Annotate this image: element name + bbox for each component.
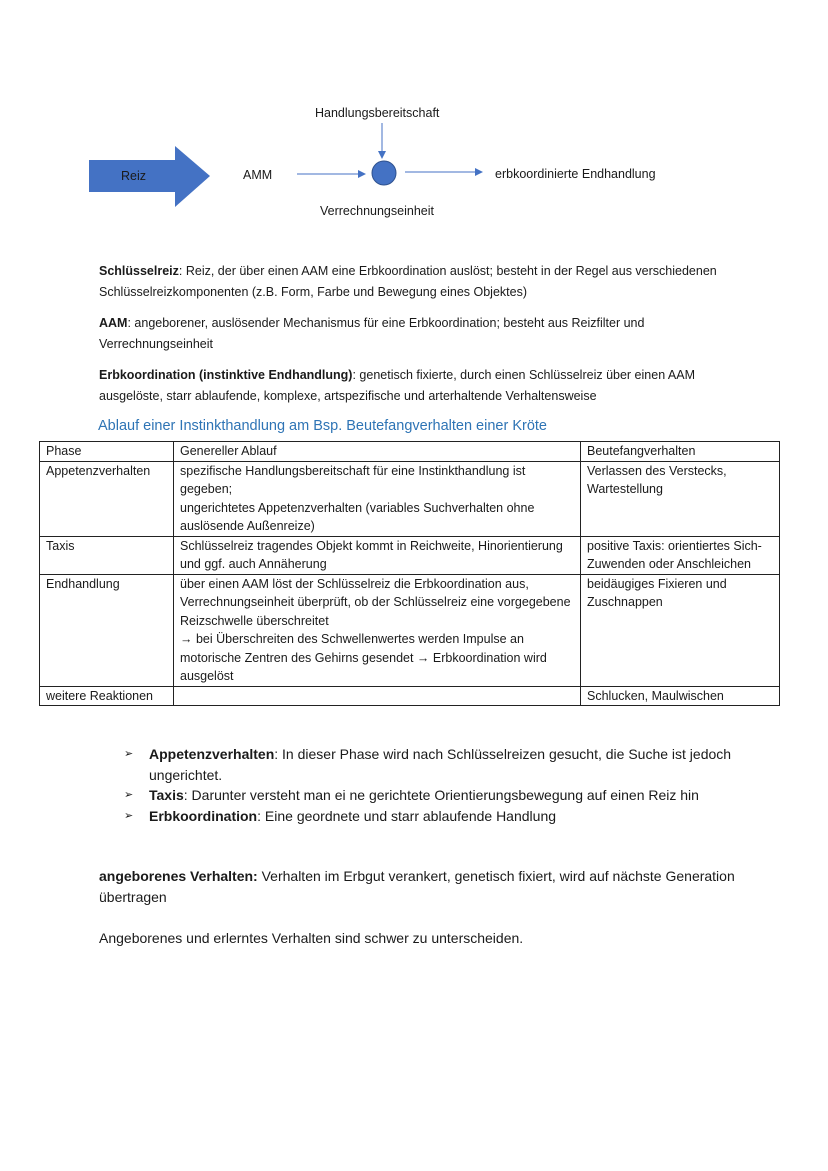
beute-cell: positive Taxis: orientiertes Sich-Zuwenden oder Anschleichen <box>581 536 780 574</box>
table-row <box>40 686 780 706</box>
closing-paragraph: Angeborenes und erlerntes Verhalten sind schwer zu unterscheiden. <box>99 930 524 946</box>
bullet-term: Erbkoordination <box>149 807 258 824</box>
header-beute: Beutefangverhalten <box>581 442 780 462</box>
definition-term: Schlüsselreiz <box>99 264 179 278</box>
table-row <box>40 574 780 686</box>
aam-label: AMM <box>243 168 273 182</box>
bullet-term: Appetenzverhalten <box>149 746 275 762</box>
table-header-row <box>40 442 780 462</box>
beute-cell: Verlassen des Verstecks, Wartestellung <box>581 461 780 536</box>
arrow-bullet-icon: ➢ <box>124 748 134 760</box>
definition-text: : angeborener, auslösender Mechanismus für eine Erbkoordination; besteht aus Reizfilter und Verrechnungseinheit <box>99 316 645 351</box>
bullet-list <box>124 744 744 826</box>
beute-cell: Schlucken, Maulwischen <box>581 686 780 706</box>
header-ablauf: Genereller Ablauf <box>174 442 581 462</box>
endhandlung-label: erbkoordinierte Endhandlung <box>495 167 656 181</box>
header-phase: Phase <box>40 442 174 462</box>
phase-cell: Appetenzverhalten <box>40 461 174 536</box>
innate-behavior-paragraph <box>99 866 739 907</box>
reiz-box <box>89 160 109 192</box>
instinct-phase-table <box>39 441 780 706</box>
bullet-text: : In dieser Phase wird nach Schlüsselreizen gesucht, die Suche ist jedoch ungerichtet. <box>149 746 732 783</box>
bullet-text: : Darunter versteht man ei ne gerichtete Orientierungsbewegung auf einen Reiz hin <box>183 787 699 803</box>
ablauf-cell <box>174 461 581 536</box>
reiz-label: Reiz <box>121 169 147 183</box>
bullet-text: : Eine geordnete und starr ablaufende Handlung <box>257 807 557 824</box>
arrow-bullet-icon: ➢ <box>124 809 134 822</box>
ablauf-line: ungerichtetes Appetenzverhalten (variables Suchverhalten ohne auslösende Außenreize) <box>180 500 535 533</box>
definition-term: AAM <box>99 316 128 330</box>
ablauf-line: spezifische Handlungsbereitschaft für eine Instinkthandlung ist gegeben; <box>180 463 526 496</box>
ablauf-cell <box>174 536 581 574</box>
ablauf-cell <box>174 686 581 706</box>
phase-cell: weitere Reaktionen <box>40 686 174 706</box>
definition-text: : genetisch fixierte, durch einen Schlüsselreiz über einen AAM ausgelöste, starr ablaufende, komplexe, artspezifische und arterhaltende Verhaltensweise <box>99 368 696 403</box>
phase-cell: Taxis <box>40 536 174 574</box>
innate-text: Verhalten im Erbgut verankert, genetisch fixiert, wird auf nächste Generation übertragen <box>99 868 735 905</box>
definition-erbkoordination <box>99 365 739 406</box>
verrechnungseinheit-circle <box>372 161 396 185</box>
table-row <box>40 536 780 574</box>
ablauf-line: → bei Überschreiten des Schwellenwertes werden Impulse an motorische Zentren des Gehirns gesendet → Erbkoordination wird ausgelöst <box>180 632 547 683</box>
bullet-term: Taxis <box>149 787 184 803</box>
definition-schluesselreiz <box>99 261 739 302</box>
table-title: Ablauf einer Instinkthandlung am Bsp. Beutefangverhalten einer Kröte <box>98 418 547 434</box>
definition-text: : Reiz, der über einen AAM eine Erbkoordination auslöst; besteht in der Regel aus verschiedenen Schlüsselreizkomponenten (z.B. Form, Farbe und Bewegung eines Objektes) <box>99 264 717 299</box>
phase-cell: Endhandlung <box>40 574 174 686</box>
flow-diagram <box>0 0 828 240</box>
list-item <box>124 744 744 785</box>
ablauf-line: über einen AAM löst der Schlüsselreiz die Erbkoordination aus, Verrechnungseinheit überprüft, ob der Schlüsselreiz eine vorgegebene Reizschwelle überschreitet <box>180 576 571 628</box>
innate-term: angeborenes Verhalten: <box>99 868 258 884</box>
table-row <box>40 461 780 536</box>
list-item <box>124 806 744 827</box>
ablauf-cell <box>174 574 581 686</box>
ablauf-line: Schlüsselreiz tragendes Objekt kommt in Reichweite, Hinorientierung und ggf. auch Annäherung <box>180 538 563 571</box>
arrow-bullet-icon: ➢ <box>124 789 134 801</box>
definition-term: Erbkoordination (instinktive Endhandlung) <box>99 368 353 382</box>
beute-cell: beidäugiges Fixieren und Zuschnappen <box>581 574 780 686</box>
list-item <box>124 785 744 806</box>
handlungsbereitschaft-label: Handlungsbereitschaft <box>315 106 440 120</box>
verrechnungseinheit-label: Verrechnungseinheit <box>320 204 434 218</box>
definition-aam <box>99 313 739 354</box>
